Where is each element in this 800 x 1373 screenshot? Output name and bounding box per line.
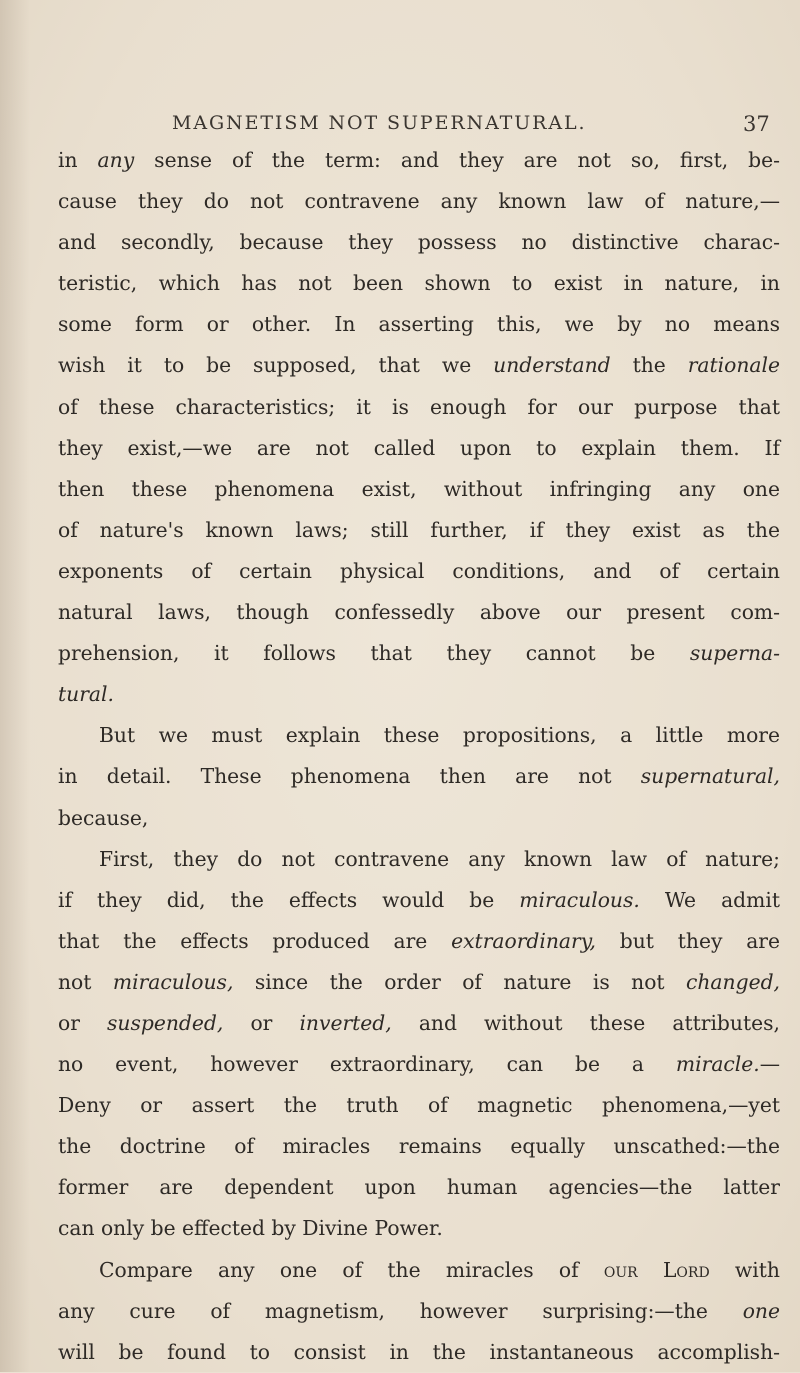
small-caps-text: our Lord <box>603 1257 710 1282</box>
text-line <box>58 428 780 469</box>
text-line <box>58 592 780 633</box>
italic-text: any <box>97 148 135 172</box>
text-line <box>58 1250 780 1291</box>
text-run: the <box>610 353 688 378</box>
italic-text: superna- <box>689 641 780 666</box>
text-line <box>58 756 780 797</box>
text-run: since the order of nature is not <box>233 969 687 994</box>
text-run: natural laws, though confessedly above our present com- <box>58 600 780 625</box>
text-run: of nature's known laws; still further, if they exist as the <box>58 517 780 542</box>
text-line <box>58 469 780 510</box>
text-run: they exist,—we are not called upon to explain them. If <box>58 435 780 460</box>
running-head <box>0 112 800 142</box>
text-run: because, <box>58 805 149 830</box>
page-number: 37 <box>743 112 770 136</box>
text-line <box>58 304 780 345</box>
text-line <box>58 962 780 1003</box>
italic-text: understand <box>493 353 611 378</box>
italic-text: changed, <box>686 969 781 994</box>
italic-text: miraculous. <box>519 887 640 912</box>
text-line <box>58 510 780 551</box>
text-run: no event, however extraordinary, can be a <box>58 1052 676 1077</box>
italic-text: tural. <box>58 682 114 707</box>
text-line <box>58 1167 780 1208</box>
text-run: not <box>58 969 113 994</box>
text-run: exponents of certain physical conditions, and of certain <box>58 558 780 583</box>
text-line <box>58 1085 780 1126</box>
text-line <box>58 1208 780 1249</box>
body-text <box>58 140 780 1373</box>
text-run: teristic, which has not been shown to exist in nature, in <box>58 271 780 296</box>
italic-text: supernatural, <box>640 764 780 789</box>
text-run: that the effects produced are <box>58 928 452 953</box>
text-run: if they did, the effects would be <box>58 887 520 912</box>
text-run: any cure of magnetism, however surprising:—the <box>58 1298 743 1323</box>
text-run: with <box>709 1257 780 1282</box>
text-run: Compare any one of the miracles of <box>99 1257 604 1282</box>
text-run: First, they do not contravene any known law of nature; <box>99 846 780 871</box>
text-run: will be found to consist in the instantaneous accomplish- <box>58 1339 780 1364</box>
text-run: and without these attributes, <box>391 1010 780 1035</box>
text-line <box>58 715 780 756</box>
text-run: cause they do not contravene any known law of nature,— <box>58 189 780 214</box>
italic-text: extraordinary, <box>451 928 596 953</box>
italic-text: rationale <box>687 353 781 378</box>
text-line <box>58 1044 780 1085</box>
text-line <box>58 1332 780 1373</box>
text-run: some form or other. In asserting this, we by no means <box>58 312 780 337</box>
text-line <box>58 880 780 921</box>
text-line <box>58 798 780 839</box>
text-line <box>58 140 780 181</box>
italic-text: inverted, <box>299 1010 392 1035</box>
italic-text: one <box>742 1298 780 1323</box>
text-run: of these characteristics; it is enough for our purpose that <box>58 394 780 419</box>
text-line <box>58 633 780 674</box>
text-line <box>58 839 780 880</box>
text-line <box>58 181 780 222</box>
text-run: in detail. These phenomena then are not <box>58 764 641 789</box>
italic-text: suspended, <box>107 1010 224 1035</box>
text-run: We admit <box>639 887 781 912</box>
text-line <box>58 551 780 592</box>
text-run: former are dependent upon human agencies—the latter <box>58 1175 780 1200</box>
text-line <box>58 345 780 386</box>
text-line <box>58 1003 780 1044</box>
gutter-shadow <box>0 0 30 1372</box>
text-line <box>58 1291 780 1332</box>
text-line <box>58 1126 780 1167</box>
text-run: prehension, it follows that they cannot be <box>58 641 690 666</box>
text-run: but they are <box>595 928 780 953</box>
text-run: in <box>58 148 98 172</box>
text-run: Deny or assert the truth of magnetic phenomena,—yet <box>58 1093 780 1118</box>
text-run: But we must explain these propositions, a little more <box>99 723 780 748</box>
text-run: — <box>759 1052 780 1077</box>
text-run: then these phenomena exist, without infringing any one <box>58 476 780 501</box>
text-run: can only be effected by Divine Power. <box>58 1216 443 1241</box>
text-run: sense of the term: and they are not so, first, be- <box>134 148 780 172</box>
italic-text: miracle. <box>675 1052 760 1077</box>
text-line <box>58 921 780 962</box>
text-run: wish it to be supposed, that we <box>58 353 494 378</box>
text-line <box>58 222 780 263</box>
text-run: or <box>58 1010 107 1035</box>
text-line <box>58 263 780 304</box>
text-run: and secondly, because they possess no distinctive charac- <box>58 230 780 255</box>
text-line <box>58 674 780 715</box>
text-line <box>58 387 780 428</box>
text-run: the doctrine of miracles remains equally unscathed:—the <box>58 1134 780 1159</box>
running-title: MAGNETISM NOT SUPERNATURAL. <box>172 112 587 134</box>
italic-text: miraculous, <box>112 969 234 994</box>
text-run: or <box>223 1010 300 1035</box>
